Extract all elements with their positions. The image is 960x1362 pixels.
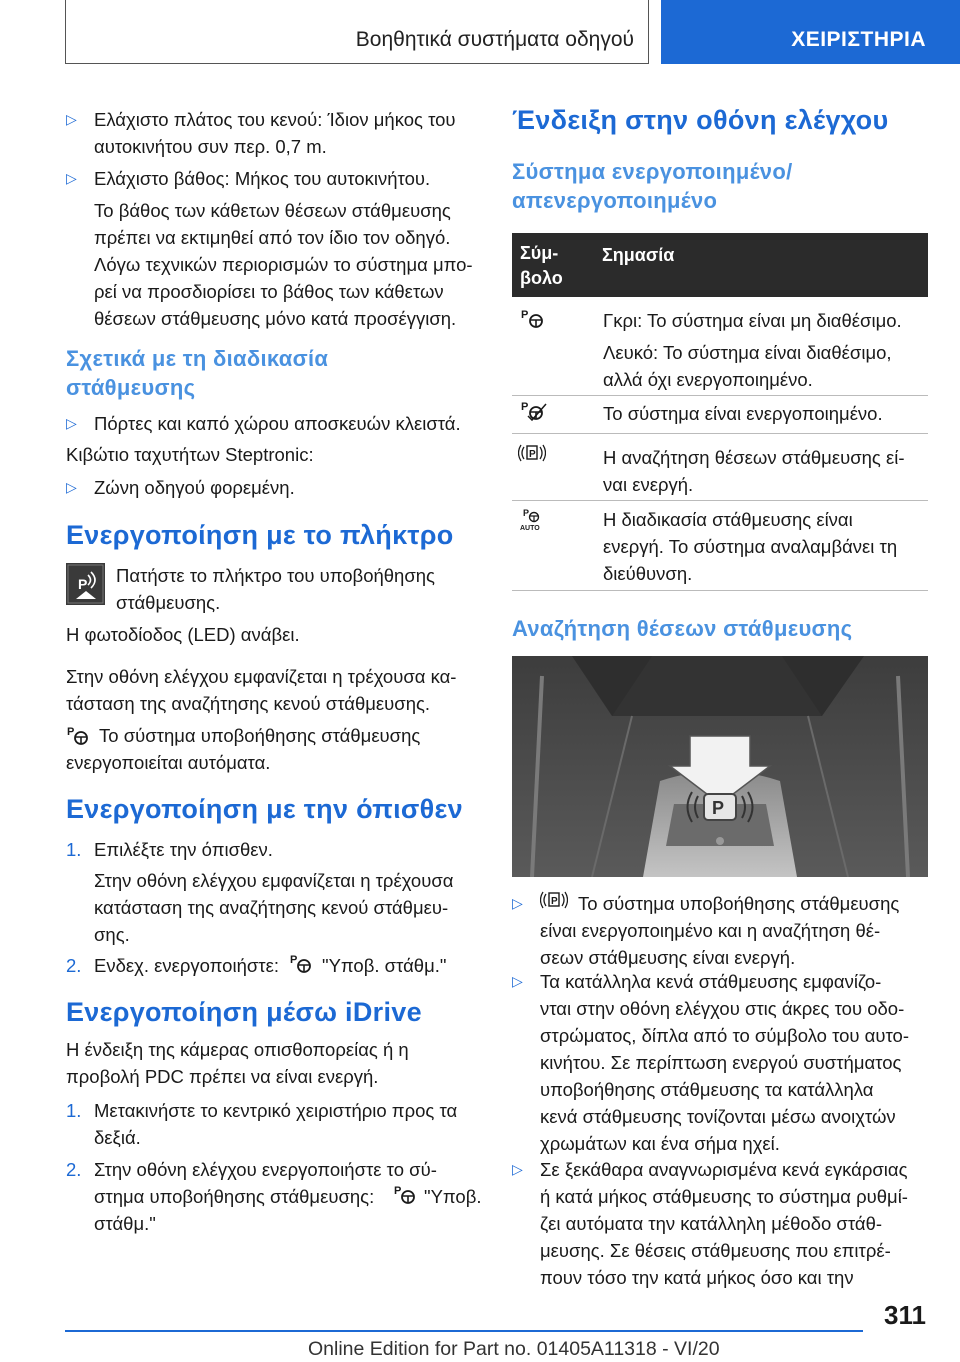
paragraph-line: Το σύστημα υποβοήθησης στάθμευσης	[99, 725, 421, 746]
paragraph-line: Στην οθόνη ελέγχου εμφανίζεται η τρέχουσα	[94, 870, 454, 891]
section-heading: Ενεργοποίηση με την όπισθεν	[66, 794, 463, 824]
table-cell: διεύθυνση.	[603, 563, 693, 584]
section-heading: Ένδειξη στην οθόνη ελέγχου	[512, 105, 889, 135]
table-divider	[512, 500, 928, 501]
header-tab-label: ΧΕΙΡΙΣΤΗΡΙΑ	[791, 28, 926, 51]
bullet-text: κενά στάθμευσης τονίζονται μέσω ανοιχτών	[540, 1106, 896, 1127]
bullet-text: κινήτου. Σε περίπτωση ενεργού συστήματος	[540, 1052, 902, 1073]
footer-divider	[65, 1330, 863, 1332]
table-header-symbol: Σύμ-	[520, 243, 559, 263]
paragraph-line: σης.	[94, 924, 130, 945]
svg-text:P: P	[521, 401, 529, 413]
paragraph-line: ρεί να προσδιορίσει το βάθος των κάθετων	[94, 281, 444, 302]
table-cell: Η αναζήτηση θέσεων στάθμευσης εί-	[603, 447, 905, 468]
bullet-text: Πόρτες και καπό χώρου αποσκευών κλειστά.	[94, 413, 461, 434]
footer-edition: Online Edition for Part no. 01405A11318 - VI/20	[308, 1338, 720, 1360]
paragraph-line: κατάσταση της αναζήτησης κενού στάθμευ-	[94, 897, 449, 918]
parking-assist-icon	[289, 950, 313, 979]
page-number: 311	[884, 1300, 926, 1330]
parking-display-image	[512, 656, 928, 877]
step-text: δεξιά.	[94, 1127, 141, 1148]
paragraph-line: Λόγω τεχνικών περιορισμών το σύστημα μπο-	[94, 254, 473, 275]
bullet-marker: ▷	[66, 111, 77, 127]
table-divider	[512, 433, 928, 434]
parking-button-icon	[66, 563, 105, 605]
table-header-symbol: βολο	[520, 268, 563, 288]
bullet-text: Ελάχιστο πλάτος του κενού: Ίδιον μήκος του	[94, 109, 456, 130]
bullet-text: Ζώνη οδηγού φορεμένη.	[94, 477, 295, 498]
photo-parking-label: P	[712, 798, 725, 818]
svg-text:P: P	[78, 576, 88, 592]
parking-search-icon	[518, 442, 546, 469]
table-cell: αλλά όχι ενεργοποιημένο.	[603, 369, 813, 390]
section-heading: Σχετικά με τη διαδικασία	[66, 346, 329, 371]
section-heading: απενεργοποιημένο	[512, 188, 718, 213]
paragraph-line: Η φωτοδίοδος (LED) ανάβει.	[66, 624, 300, 645]
paragraph-line: Πατήστε το πλήκτρο του υποβοήθησης	[116, 565, 435, 586]
paragraph-line: ενεργοποιείται αυτόματα.	[66, 752, 271, 773]
bullet-text: σεων στάθμευσης είναι ενεργή.	[540, 947, 796, 968]
paragraph-line: Κιβώτιο ταχυτήτων Steptronic:	[66, 444, 314, 465]
svg-text:P: P	[67, 726, 75, 738]
bullet-marker: ▷	[66, 479, 77, 495]
section-heading: Αναζήτηση θέσεων στάθμευσης	[512, 616, 853, 641]
header-tab[interactable]	[661, 0, 960, 64]
table-header-meaning: Σημασία	[602, 245, 675, 265]
bullet-text: νται στην οθόνη ελέγχου στις άκρες του οδο-	[540, 998, 905, 1019]
bullet-text: στρώματος, δίπλα από το σύμβολο του αυτο-	[540, 1025, 909, 1046]
bullet-text: πουν τόσο την κατά μήκος όσο και την	[540, 1267, 854, 1288]
table-divider	[512, 590, 928, 591]
table-cell: Η διαδικασία στάθμευσης είναι	[603, 509, 853, 530]
bullet-text: χρωμάτων και ένα σήμα ηχεί.	[540, 1133, 780, 1154]
svg-text:P: P	[521, 309, 529, 321]
section-heading: Ενεργοποίηση με το πλήκτρο	[66, 520, 454, 550]
parking-assist-icon	[66, 722, 90, 751]
step-text: Επιλέξτε την όπισθεν.	[94, 839, 273, 860]
svg-text:P: P	[523, 508, 530, 518]
bullet-text: ή κατά μήκος στάθμευσης το σύστημα ρυθμί-	[540, 1186, 908, 1207]
svg-text:P: P	[290, 954, 298, 966]
section-heading: Ενεργοποίηση μέσω iDrive	[66, 997, 422, 1027]
paragraph-line: Στην οθόνη ελέγχου εμφανίζεται η τρέχουσα κα-	[66, 666, 457, 687]
step-text: Ενδεχ. ενεργοποιήστε:	[94, 955, 279, 976]
bullet-text: μευσης. Σε θέσεις στάθμευσης που επιτρέ-	[540, 1240, 891, 1261]
header-section-box	[65, 0, 649, 64]
bullet-marker: ▷	[512, 1161, 523, 1177]
bullet-text: Τα κατάλληλα κενά στάθμευσης εμφανίζο-	[540, 971, 882, 992]
bullet-text: αυτοκινήτου συν περ. 0,7 m.	[94, 136, 327, 157]
step-number: 1.	[66, 1100, 82, 1121]
parking-auto-icon	[518, 506, 548, 537]
parking-assist-gray-icon	[520, 306, 546, 335]
svg-text:P: P	[529, 449, 536, 460]
auto-label: AUTO	[520, 525, 540, 532]
paragraph-line: στάθμευσης.	[116, 592, 221, 613]
step-number: 1.	[66, 839, 82, 860]
symbol-table-header	[512, 233, 928, 297]
table-divider	[512, 395, 928, 396]
paragraph-line: πρέπει να εκτιμηθεί από τον ίδιο τον οδηγό.	[94, 227, 451, 248]
step-text: στημα υποβοήθησης στάθμευσης:	[94, 1186, 375, 1207]
bullet-text: υποβοήθησης στάθμευσης τα κατάλληλα	[540, 1079, 874, 1100]
bullet-text: Το σύστημα υποβοήθησης στάθμευσης	[578, 893, 900, 914]
section-heading: Σύστημα ενεργοποιημένο/	[512, 159, 793, 184]
bullet-text: είναι ενεργοποιημένο και η αναζήτηση θέ-	[540, 920, 881, 941]
menu-item-reference: "Υποβ.	[424, 1186, 482, 1207]
bullet-marker: ▷	[512, 973, 523, 989]
step-number: 2.	[66, 955, 82, 976]
table-cell: ενεργή. Το σύστημα αναλαμβάνει τη	[603, 536, 898, 557]
bullet-text: ζει αυτόματα την κατάλληλη μέθοδο στάθ-	[540, 1213, 883, 1234]
header-section-title: Βοηθητικά συστήματα οδηγού	[355, 28, 634, 51]
bullet-text: Ελάχιστο βάθος: Μήκος του αυτοκινήτου.	[94, 168, 431, 189]
step-text: Στην οθόνη ελέγχου ενεργοποιήστε το σύ-	[94, 1159, 437, 1180]
table-cell: ναι ενεργή.	[603, 474, 694, 495]
bullet-marker: ▷	[512, 895, 523, 911]
menu-item-reference: στάθμ."	[94, 1213, 156, 1234]
parking-assist-active-icon	[520, 398, 548, 427]
paragraph-line: Η ένδειξη της κάμερας οπισθοπορείας ή η	[66, 1039, 409, 1060]
step-text: Μετακινήστε το κεντρικό χειριστήριο προς τα	[94, 1100, 458, 1121]
table-cell: Γκρι: Το σύστημα είναι μη διαθέσιμο.	[603, 310, 902, 331]
paragraph-line: προβολή PDC πρέπει να είναι ενεργή.	[66, 1066, 379, 1087]
bullet-marker: ▷	[66, 415, 77, 431]
table-cell: Το σύστημα είναι ενεργοποιημένο.	[603, 403, 883, 424]
paragraph-line: θέσεων στάθμευσης μόνο κατά προσέγγιση.	[94, 308, 457, 329]
svg-text:P: P	[394, 1185, 402, 1197]
table-cell: Λευκό: Το σύστημα είναι διαθέσιμο,	[603, 342, 892, 363]
section-heading: στάθμευσης	[66, 375, 196, 400]
step-number: 2.	[66, 1159, 82, 1180]
menu-item-reference: "Υποβ. στάθμ."	[322, 955, 447, 976]
parking-assist-icon	[393, 1181, 417, 1210]
parking-search-icon	[540, 889, 568, 916]
svg-text:P: P	[551, 896, 558, 907]
paragraph-line: τάσταση της αναζήτησης κενού στάθμευσης.	[66, 693, 431, 714]
bullet-text: Σε ξεκάθαρα αναγνωρισμένα κενά εγκάρσιας	[540, 1159, 908, 1180]
paragraph-line: Το βάθος των κάθετων θέσεων στάθμευσης	[94, 200, 451, 221]
bullet-marker: ▷	[66, 170, 77, 186]
